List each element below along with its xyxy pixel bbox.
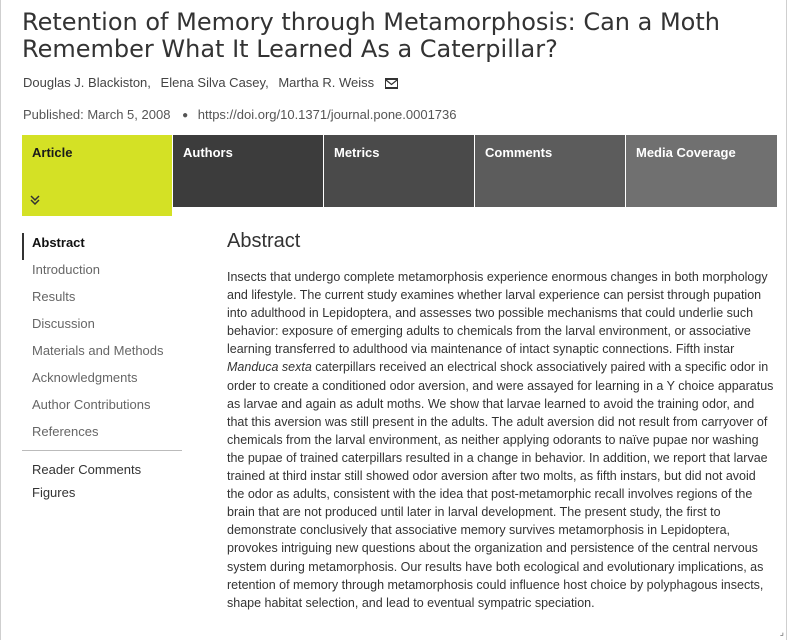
sidebar-item-references[interactable]: References bbox=[32, 424, 99, 439]
tab-metrics[interactable] bbox=[324, 135, 474, 207]
tab-label: Authors bbox=[183, 145, 233, 160]
tab-label: Media Coverage bbox=[636, 145, 736, 160]
article-title: Retention of Memory through Metamorphosis: Can a Moth Remember What It Learned As a Caterpillar? bbox=[22, 8, 720, 63]
abstract-text bbox=[227, 268, 775, 612]
sidebar-item-reader-comments[interactable]: Reader Comments bbox=[32, 462, 142, 477]
sidebar-item-introduction[interactable]: Introduction bbox=[32, 262, 100, 277]
tab-label: Metrics bbox=[334, 145, 380, 160]
tab-label: Comments bbox=[485, 145, 553, 160]
bullet-separator: ● bbox=[182, 110, 189, 121]
envelope-icon[interactable] bbox=[385, 78, 398, 89]
tab-media-coverage[interactable] bbox=[626, 135, 777, 207]
section-sidebar bbox=[22, 233, 182, 506]
sidebar-item-results[interactable]: Results bbox=[32, 289, 76, 304]
article-tabs bbox=[22, 135, 777, 216]
tab-label: Article bbox=[32, 145, 73, 160]
tab-article[interactable] bbox=[22, 135, 172, 216]
tab-authors[interactable] bbox=[173, 135, 323, 207]
sidebar-item-author-contributions[interactable]: Author Contributions bbox=[32, 397, 151, 412]
species-name: Manduca sexta bbox=[227, 360, 312, 375]
abstract-heading: Abstract bbox=[227, 230, 301, 252]
sidebar-item-materials-and-methods[interactable]: Materials and Methods bbox=[32, 343, 164, 358]
sidebar-item-discussion[interactable]: Discussion bbox=[32, 316, 95, 331]
sidebar-divider bbox=[22, 450, 182, 451]
double-chevron-down-icon bbox=[30, 195, 40, 208]
tab-comments[interactable] bbox=[475, 135, 625, 207]
sidebar-item-acknowledgments[interactable]: Acknowledgments bbox=[32, 370, 138, 385]
sidebar-item-abstract[interactable]: Abstract bbox=[22, 233, 182, 260]
resize-grip-icon: ⌟ bbox=[779, 627, 784, 637]
sidebar-item-figures[interactable]: Figures bbox=[32, 485, 76, 500]
abstract-text-part: caterpillars received an electrical shock associatively paired with a specific odor in order to create a conditioned odor aversion, and were assayed for learning in a Y choice apparatus as larvae and again as adult moths. We show that larvae learned to avoid the training odor, and that this aversion was still present in the adults. The adult aversion did not result from carryover of chemicals from the larval environment, as neither applying odorants to naïve pupae nor washing the pupae of trained caterpillars resulted in a change in behavior. In addition, we report that larvae trained at third instar still showed odor aversion after two molts, as fifth instars, but did not avoid the odor as adults, consistent with the idea that post-metamorphic recall involves regions of the brain that are not produced until later in larval development. The present study, the first to demonstrate conclusively that associative memory survives metamorphosis in Lepidoptera, provokes intriguing new questions about the organization and persistence of the central nervous system during metamorphosis. Our results have both ecological and evolutionary implications, as retention of memory through metamorphosis could influence host choice by polyphagous insects, shape habitat selection, and lead to eventual sympatric speciation. bbox=[227, 360, 774, 610]
published-date: Published: March 5, 2008 bbox=[23, 107, 171, 122]
abstract-text-part: Insects that undergo complete metamorphosis experience enormous changes in both morphology and lifestyle. The current study examines whether larval experience can persist through pupation into adulthood in Lepidoptera, and assesses two possible mechanisms that could underlie such behavior: exposure of emerging adults to chemicals from the larval environment, or associative learning transferred to adulthood via maintenance of intact synaptic connections. Fifth instar bbox=[227, 270, 768, 357]
publication-line bbox=[23, 107, 457, 122]
doi-link[interactable]: https://doi.org/10.1371/journal.pone.0001736 bbox=[197, 107, 457, 122]
author-link[interactable]: Elena Silva Casey, bbox=[160, 75, 269, 90]
author-link[interactable]: Douglas J. Blackiston, bbox=[23, 75, 151, 90]
author-list bbox=[23, 75, 398, 90]
author-link[interactable]: Martha R. Weiss bbox=[278, 75, 375, 90]
